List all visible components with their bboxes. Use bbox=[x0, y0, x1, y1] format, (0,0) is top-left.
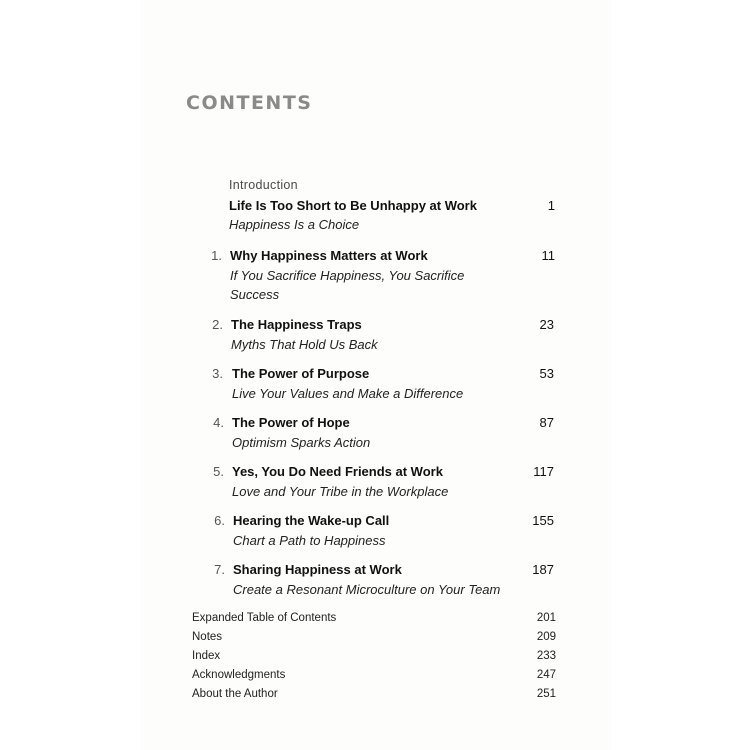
entry-subtitle: If You Sacrifice Happiness, You Sacrifice Success bbox=[230, 268, 465, 302]
back-matter-page: 247 bbox=[536, 669, 556, 681]
entry-page: 23 bbox=[539, 317, 554, 332]
entry-page: 155 bbox=[532, 513, 554, 528]
back-matter-index[interactable] bbox=[0, 650, 750, 668]
entry-subtitle: Live Your Values and Make a Difference bbox=[232, 386, 464, 401]
contents-heading: CONTENTS bbox=[186, 92, 313, 114]
entry-page: 11 bbox=[541, 248, 555, 263]
back-matter-label: Index bbox=[192, 650, 221, 662]
entry-page: 117 bbox=[533, 464, 554, 479]
back-matter-page: 233 bbox=[536, 650, 556, 662]
back-matter-label: Expanded Table of Contents bbox=[192, 612, 337, 624]
chapter-number: 7. bbox=[214, 562, 225, 577]
back-matter-expanded-toc[interactable] bbox=[0, 612, 750, 630]
chapter-number: 1. bbox=[211, 248, 222, 263]
chapter-number: 5. bbox=[213, 464, 224, 479]
chapter-number: 4. bbox=[213, 415, 224, 430]
entry-title: Life Is Too Short to Be Unhappy at Work bbox=[229, 198, 477, 213]
entry-subtitle: Myths That Hold Us Back bbox=[231, 337, 378, 352]
back-matter-page: 201 bbox=[536, 612, 556, 624]
back-matter-label: About the Author bbox=[192, 688, 278, 700]
entry-title: Why Happiness Matters at Work bbox=[230, 248, 428, 263]
entry-title: The Power of Hope bbox=[232, 415, 350, 430]
entry-title: The Power of Purpose bbox=[232, 366, 370, 381]
introduction-label: Introduction bbox=[229, 178, 298, 192]
entry-page: 1 bbox=[547, 198, 555, 213]
entry-title: Sharing Happiness at Work bbox=[233, 562, 402, 577]
back-matter-page: 251 bbox=[536, 688, 556, 700]
entry-subtitle: Optimism Sparks Action bbox=[232, 435, 371, 450]
entry-subtitle: Love and Your Tribe in the Workplace bbox=[232, 484, 449, 499]
back-matter-page: 209 bbox=[536, 631, 556, 643]
entry-subtitle: Chart a Path to Happiness bbox=[233, 533, 386, 548]
entry-subtitle: Happiness Is a Choice bbox=[229, 217, 360, 232]
back-matter-acknowledgments[interactable] bbox=[0, 669, 750, 687]
chapter-number: 2. bbox=[212, 317, 223, 332]
entry-page: 187 bbox=[532, 562, 554, 577]
entry-title: Hearing the Wake-up Call bbox=[233, 513, 390, 528]
entry-title: Yes, You Do Need Friends at Work bbox=[232, 464, 443, 479]
entry-page: 53 bbox=[539, 366, 554, 381]
back-matter-label: Acknowledgments bbox=[192, 669, 286, 681]
entry-page: 87 bbox=[539, 415, 554, 430]
back-matter-notes[interactable] bbox=[0, 631, 750, 649]
entry-subtitle: Create a Resonant Microculture on Your Team bbox=[233, 582, 501, 597]
chapter-number: 6. bbox=[214, 513, 225, 528]
chapter-number: 3. bbox=[212, 366, 223, 381]
back-matter-about-author[interactable] bbox=[0, 688, 750, 706]
entry-title: The Happiness Traps bbox=[231, 317, 362, 332]
back-matter-label: Notes bbox=[192, 631, 223, 643]
